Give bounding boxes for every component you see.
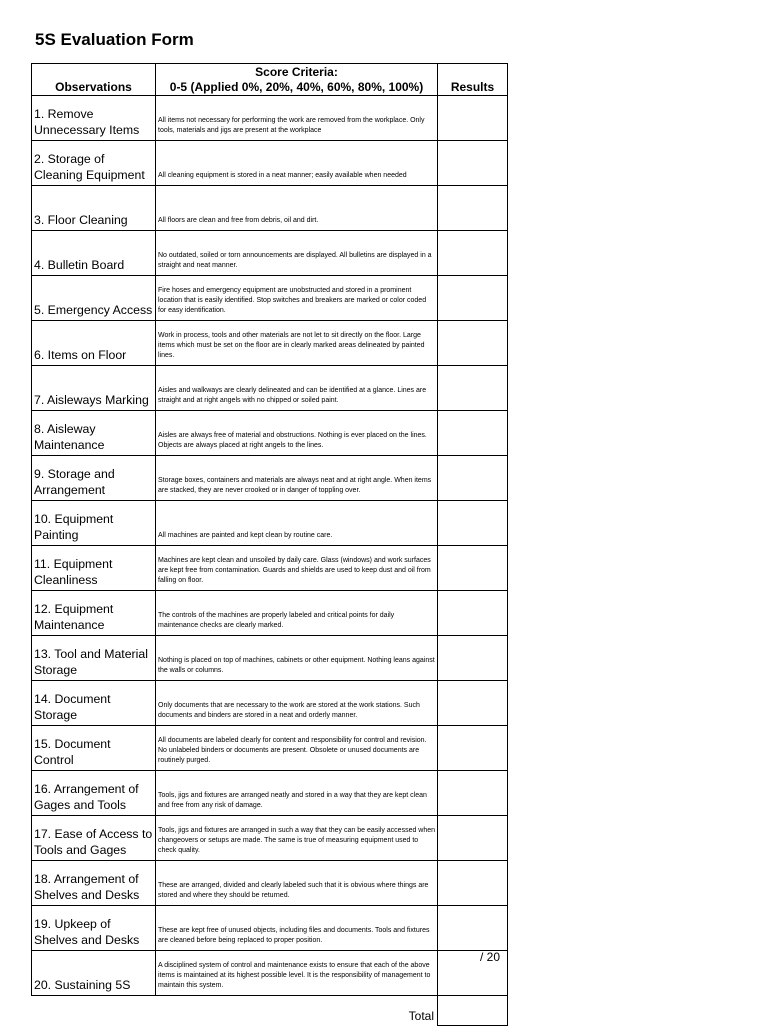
results-header: Results [438,64,508,96]
table-row [32,861,508,906]
observation-cell: 4. Bulletin Board [32,231,156,276]
observation-cell: 19. Upkeep of Shelves and Desks [32,906,156,951]
table-row [32,411,508,456]
criteria-cell: Aisles and walkways are clearly delineated and can be identified at a glance. Lines are straight and at right angels with no chipped or soiled paint. [156,366,438,411]
observation-cell: 11. Equipment Cleanliness [32,546,156,591]
table-row [32,456,508,501]
evaluation-table [31,63,508,1026]
observation-cell: 12. Equipment Maintenance [32,591,156,636]
table-row [32,321,508,366]
result-input[interactable] [438,276,508,321]
table-row [32,501,508,546]
table-row [32,726,508,771]
observation-cell: 8. Aisleway Maintenance [32,411,156,456]
rows-body [32,96,508,996]
result-input[interactable] [438,411,508,456]
result-input[interactable] [438,456,508,501]
table-row [32,186,508,231]
result-input[interactable] [438,231,508,276]
observation-cell: 13. Tool and Material Storage [32,636,156,681]
table-row [32,231,508,276]
criteria-cell: Storage boxes, containers and materials are always neat and at right angle. When items are stacked, they are never crooked or in danger of toppling over. [156,456,438,501]
total-row [32,996,508,1026]
total-spacer [32,996,156,1026]
criteria-cell: The controls of the machines are properly labeled and critical points for daily maintenance checks are clearly marked. [156,591,438,636]
result-input[interactable] [438,96,508,141]
score-criteria-header [156,64,438,96]
criteria-cell: Work in process, tools and other materials are not let to sit directly on the floor. Large items which must be set on the floor are in clearly marked areas delineated by painted lines. [156,321,438,366]
table-row [32,636,508,681]
total-label: Total [408,1009,434,1023]
criteria-cell: All floors are clean and free from debris, oil and dirt. [156,186,438,231]
criteria-cell: These are arranged, divided and clearly labeled such that it is obvious where things are stored and where they should be returned. [156,861,438,906]
result-input[interactable] [438,591,508,636]
header-row [32,64,508,96]
criteria-cell: All documents are labeled clearly for content and responsibility for control and revision. No unlabeled binders or documents are present. Obsolete or unused documents are routinely purged. [156,726,438,771]
table-row [32,771,508,816]
observation-cell: 16. Arrangement of Gages and Tools [32,771,156,816]
criteria-cell: All cleaning equipment is stored in a neat manner; easily available when needed [156,141,438,186]
observation-cell: 15. Document Control [32,726,156,771]
observation-cell: 5. Emergency Access [32,276,156,321]
criteria-cell: Nothing is placed on top of machines, cabinets or other equipment. Nothing leans against the walls or columns. [156,636,438,681]
observation-cell: 17. Ease of Access to Tools and Gages [32,816,156,861]
table-row [32,366,508,411]
table-row [32,546,508,591]
table-row [32,591,508,636]
observation-cell: 2. Storage of Cleaning Equipment [32,141,156,186]
total-out-of: / 20 [480,950,501,964]
result-input[interactable] [438,186,508,231]
observation-cell: 20. Sustaining 5S [32,951,156,996]
table-row [32,681,508,726]
table-row [32,816,508,861]
result-input[interactable] [438,501,508,546]
table-row [32,906,508,951]
result-input[interactable] [438,906,508,951]
criteria-cell: Only documents that are necessary to the work are stored at the work stations. Such documents and binders are stored in a neat and orderly manner. [156,681,438,726]
observation-cell: 6. Items on Floor [32,321,156,366]
criteria-cell: All machines are painted and kept clean by routine care. [156,501,438,546]
result-input[interactable] [438,366,508,411]
result-input[interactable] [438,681,508,726]
result-input[interactable] [438,141,508,186]
criteria-cell: Machines are kept clean and unsoiled by daily care. Glass (windows) and work surfaces are kept free from contamination. Guards and shields are used to keep dust and oil from falling on floor. [156,546,438,591]
result-input[interactable] [438,816,508,861]
observation-cell: 7. Aisleways Marking [32,366,156,411]
result-input[interactable] [438,636,508,681]
result-input[interactable] [438,771,508,816]
result-input[interactable] [438,726,508,771]
criteria-cell: No outdated, soiled or torn announcements are displayed. All bulletins are displayed in a straight and neat manner. [156,231,438,276]
form-title: 5S Evaluation Form [35,30,194,49]
criteria-cell: Tools, jigs and fixtures are arranged in such a way that they can be easily accessed when changeovers or setups are made. The same is true of measuring equipment used to check quality. [156,816,438,861]
criteria-cell: These are kept free of unused objects, including files and documents. Tools and fixtures are cleaned before being replaced to proper position. [156,906,438,951]
observation-cell: 9. Storage and Arrangement [32,456,156,501]
score-criteria-title: Score Criteria: [255,65,338,80]
observations-header: Observations [32,64,156,96]
criteria-cell: Aisles are always free of material and obstructions. Nothing is ever placed on the lines. Objects are always placed at right angels to the lines. [156,411,438,456]
criteria-cell: A disciplined system of control and maintenance exists to ensure that each of the above items is maintained at its highest possible level. It is the responsibility of management to maintain this system. [156,951,438,996]
observation-cell: 1. Remove Unnecessary Items [32,96,156,141]
result-input[interactable] [438,546,508,591]
score-criteria-scale: 0-5 (Applied 0%, 20%, 40%, 60%, 80%, 100%) [169,79,424,94]
criteria-cell: Tools, jigs and fixtures are arranged neatly and stored in a way that they are kept clean and free from any risk of damage. [156,771,438,816]
result-input[interactable] [438,321,508,366]
criteria-cell: All items not necessary for performing the work are removed from the workplace. Only tools, materials and jigs are present at the workplace [156,96,438,141]
table-row [32,951,508,996]
observation-cell: 10. Equipment Painting [32,501,156,546]
table-row [32,96,508,141]
result-input[interactable] [438,861,508,906]
total-input[interactable] [438,996,508,1026]
table-row [32,276,508,321]
observation-cell: 18. Arrangement of Shelves and Desks [32,861,156,906]
observation-cell: 14. Document Storage [32,681,156,726]
observation-cell: 3. Floor Cleaning [32,186,156,231]
table-row [32,141,508,186]
criteria-cell: Fire hoses and emergency equipment are unobstructed and stored in a prominent location that is easily identified. Stop switches and breakers are marked or color coded for easy identification. [156,276,438,321]
